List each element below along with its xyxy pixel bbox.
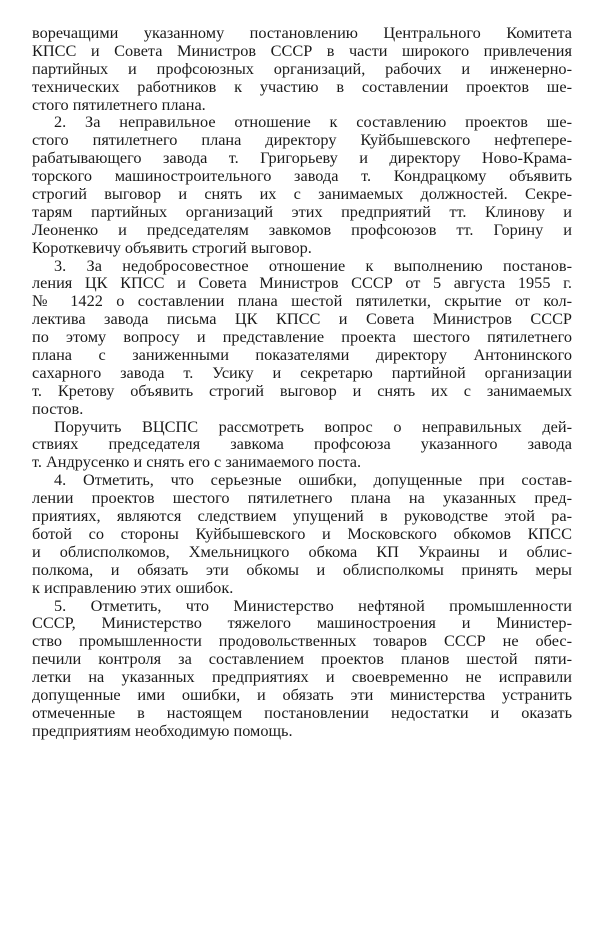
- text-line: сахарного завода т. Усику и секретарю партийной организации: [32, 362, 572, 382]
- text-line: полкома, и обязать эти обкомы и облисполкомы принять меры: [32, 559, 572, 579]
- text-line: Поручить ВЦСПС рассмотреть вопрос о неправильных дей-: [54, 416, 572, 436]
- text-line: стого пятилетнего плана директору Куйбышевского нефтепере-: [32, 130, 572, 150]
- text-line: ствиях председателя завкома профсоюза указанного завода: [32, 434, 572, 454]
- text-line: т. Андрусенко и снять его с занимаемого поста.: [32, 452, 362, 472]
- text-line: 3. За недобросовестное отношение к выполнению постанов-: [54, 255, 572, 275]
- text-line: и облисполкомов, Хмельницкого обкома КП Украины и облис-: [32, 541, 572, 561]
- text-line: тарям партийных организаций этих предприятий тт. Клинову и: [32, 201, 572, 221]
- text-line: воречащими указанному постановлению Центрального Комитета: [32, 23, 572, 42]
- text-line: т. Кретову объявить строгий выговор и снять их с занимаемых: [32, 380, 572, 400]
- text-line: партийных и профсоюзных организаций, рабочих и инженерно-: [32, 58, 572, 78]
- text-line: № 1422 о составлении плана шестой пятилетки, скрытие от кол-: [32, 291, 572, 311]
- text-line: лектива завода письма ЦК КПСС и Совета Министров СССР: [32, 309, 572, 329]
- text-line: ботой со стороны Куйбышевского и Московского обкомов КПСС: [32, 523, 572, 543]
- paragraph: [32, 597, 572, 740]
- text-line: отмеченные в настоящем постановлении недостатки и оказать: [32, 702, 572, 722]
- text-line: допущенные ими ошибки, и обязать эти министерства устранить: [32, 684, 572, 704]
- text-line: строгий выговор и снять их с занимаемых должностей. Секре-: [32, 184, 572, 204]
- paragraph: [32, 257, 572, 418]
- document-page: [32, 24, 572, 740]
- text-line: 5. Отметить, что Министерство нефтяной промышленности: [54, 595, 572, 615]
- text-line: 4. Отметить, что серьезные ошибки, допущенные при состав-: [54, 470, 572, 490]
- text-line: постов.: [32, 398, 84, 418]
- text-line: КПСС и Совета Министров СССР в части широкого привлечения: [32, 40, 572, 60]
- text-line: рабатывающего завода т. Григорьеву и директору Ново-Крама-: [32, 148, 572, 168]
- text-line: торского машиностроительного завода т. Кондрацкому объявить: [32, 166, 572, 186]
- paragraph: [32, 24, 572, 113]
- text-line: ство промышленности продовольственных товаров СССР не обес-: [32, 631, 572, 651]
- text-line: по этому вопросу и представление проекта шестого пятилетнего: [32, 327, 572, 347]
- text-line: лении проектов шестого пятилетнего плана на указанных пред-: [32, 488, 572, 508]
- text-line: летки на указанных предприятиях и своевременно не исправили: [32, 667, 572, 687]
- paragraph: [32, 418, 572, 472]
- text-line: стого пятилетнего плана.: [32, 94, 206, 114]
- text-line: предприятиям необходимую помощь.: [32, 720, 293, 740]
- paragraph: [32, 113, 572, 256]
- text-line: 2. За неправильное отношение к составлению проектов ше-: [54, 112, 572, 132]
- text-line: к исправлению этих ошибок.: [32, 577, 234, 597]
- text-line: технических работников к участию в составлении проектов ше-: [32, 76, 572, 96]
- text-line: СССР, Министерство тяжелого машиностроения и Министер-: [32, 613, 572, 633]
- paragraph: [32, 471, 572, 596]
- text-line: плана с заниженными показателями директору Антонинского: [32, 345, 572, 365]
- text-line: приятиях, являются следствием упущений в руководстве этой ра-: [32, 506, 572, 526]
- text-line: Леоненко и председателям завкомов профсоюзов тт. Горину и: [32, 219, 572, 239]
- text-line: Короткевичу объявить строгий выговор.: [32, 237, 312, 257]
- text-line: печили контроля за составлением проектов планов шестой пяти-: [32, 649, 572, 669]
- text-line: ления ЦК КПСС и Совета Министров СССР от 5 августа 1955 г.: [32, 273, 572, 293]
